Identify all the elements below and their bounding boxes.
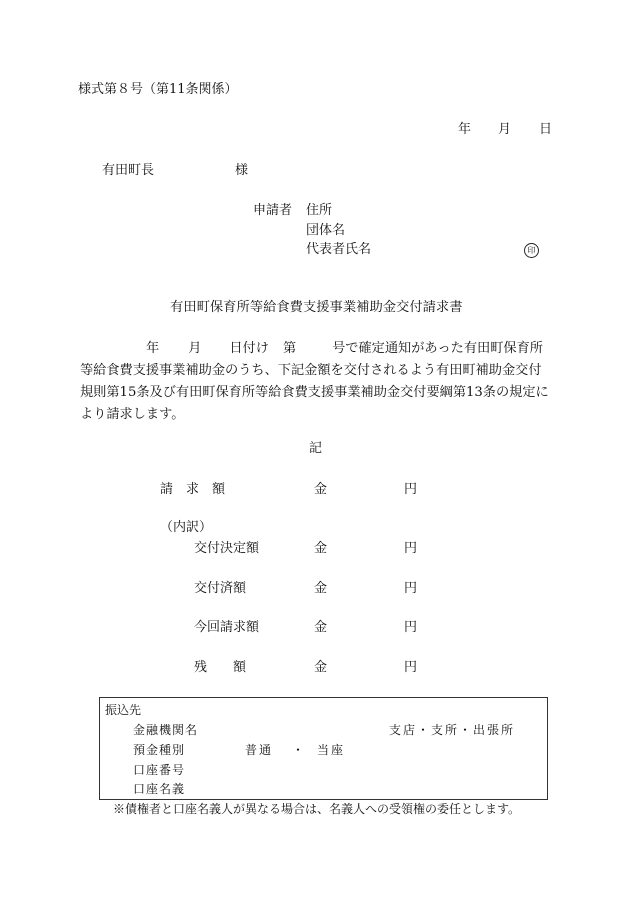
document-title: 有田町保育所等給食費支援事業補助金交付請求書 [170, 300, 463, 315]
delegation-note: ※債権者と口座名義人が異なる場合は、名義人への受領権の委任とします。 [113, 802, 521, 816]
breakdown-item-kin: 金 [314, 620, 328, 635]
account-number-label: 口座番号 [133, 763, 186, 777]
date-year: 年 [458, 122, 472, 137]
addressee-honorific: 様 [235, 163, 249, 178]
breakdown-item-kin: 金 [314, 581, 328, 596]
breakdown-item-yen: 円 [404, 660, 418, 675]
breakdown-item-yen: 円 [404, 541, 418, 556]
addressee-name: 有田町長 [102, 163, 155, 178]
breakdown-item-label: 残 額 [194, 660, 247, 675]
deposit-ordinary: 普通 [245, 743, 274, 757]
breakdown-item-label: 交付決定額 [194, 541, 260, 556]
applicant-org: 団体名 [306, 223, 346, 238]
breakdown-item-label: 今回請求額 [194, 620, 260, 635]
request-amount-kin: 金 [314, 482, 328, 497]
bank-branch-options: 支店・支所・出張所 [389, 723, 516, 737]
breakdown-item-yen: 円 [404, 620, 418, 635]
request-amount-label: 請 求 額 [160, 482, 226, 497]
applicant-representative: 代表者氏名 [306, 242, 372, 257]
breakdown-item-kin: 金 [314, 541, 328, 556]
bank-institution-label: 金融機関名 [133, 723, 199, 737]
seal-mark: 印 [524, 243, 539, 258]
deposit-separator: ・ [292, 743, 305, 757]
breakdown-item-label: 交付済額 [194, 581, 247, 596]
form-number-label: 様式第８号（第11条関係） [78, 82, 238, 97]
request-amount-yen: 円 [404, 482, 418, 497]
deposit-type-label: 預金種別 [133, 743, 186, 757]
ki-heading: 記 [309, 441, 323, 456]
applicant-address: 住所 [306, 203, 333, 218]
body-line-4: より請求します。 [80, 407, 185, 422]
applicant-label: 申請者 [253, 203, 293, 218]
date-month: 月 [498, 122, 512, 137]
deposit-current: 当座 [317, 743, 346, 757]
breakdown-item-yen: 円 [404, 581, 418, 596]
bank-header: 振込先 [105, 703, 142, 717]
body-line-3: 規則第15条及び有田町保育所等給食費支援事業補助金交付要綱第13条の規定に [80, 385, 549, 400]
breakdown-item-kin: 金 [314, 660, 328, 675]
breakdown-label: （内訳） [160, 520, 213, 535]
body-paragraph [80, 338, 550, 426]
account-name-label: 口座名義 [133, 782, 186, 796]
body-line-2: 等給食費支援事業補助金のうち、下記金額を交付されるよう有田町補助金交付 [80, 363, 542, 378]
body-line-1: 年 月 日付け 第 号で確定通知があった有田町保育所 [146, 341, 543, 356]
date-day: 日 [539, 122, 553, 137]
